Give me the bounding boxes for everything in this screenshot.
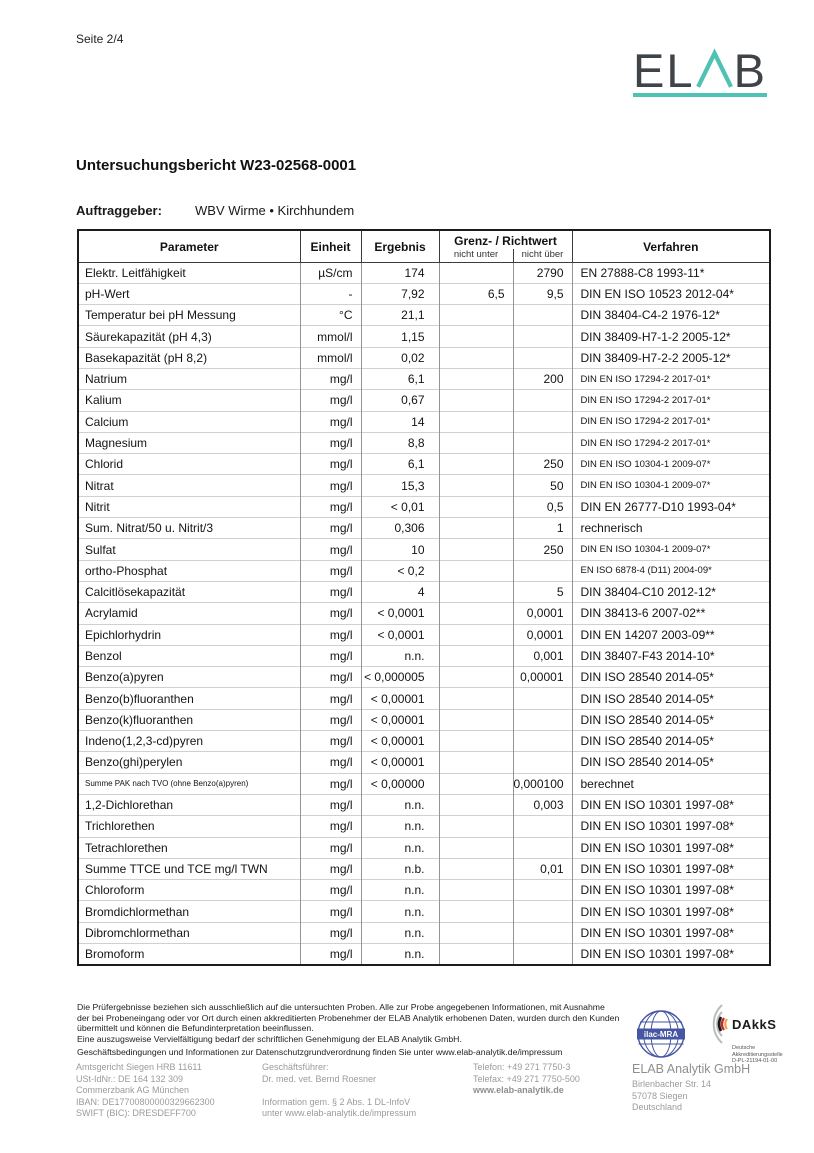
cell-verfahren: DIN ISO 28540 2014-05*	[572, 731, 770, 752]
cell-einheit: mg/l	[300, 731, 361, 752]
cell-verfahren: DIN EN ISO 10304-1 2009-07*	[572, 454, 770, 475]
cell-nicht-unter	[439, 880, 513, 901]
cell-parameter: Kalium	[78, 390, 300, 411]
cell-nicht-unter	[439, 326, 513, 347]
col-header-ergebnis: Ergebnis	[361, 230, 439, 262]
cell-einheit: -	[300, 283, 361, 304]
cell-ergebnis: < 0,000005	[361, 667, 439, 688]
cell-verfahren: DIN ISO 28540 2014-05*	[572, 667, 770, 688]
cell-verfahren: DIN EN ISO 10301 1997-08*	[572, 922, 770, 943]
cell-ergebnis: n.n.	[361, 922, 439, 943]
cell-ergebnis: < 0,01	[361, 496, 439, 517]
cell-nicht-unter	[439, 581, 513, 602]
cell-parameter: Sulfat	[78, 539, 300, 560]
cell-nicht-unter	[439, 390, 513, 411]
cell-einheit: mmol/l	[300, 347, 361, 368]
page-number: Seite 2/4	[76, 32, 124, 46]
cell-einheit: mg/l	[300, 603, 361, 624]
cell-nicht-ueber	[513, 688, 572, 709]
cell-parameter: Magnesium	[78, 432, 300, 453]
cell-parameter: Bromoform	[78, 944, 300, 965]
cell-nicht-unter	[439, 368, 513, 389]
cell-ergebnis: 174	[361, 262, 439, 283]
cell-verfahren: DIN EN ISO 10301 1997-08*	[572, 837, 770, 858]
cell-verfahren: DIN 38404-C10 2012-12*	[572, 581, 770, 602]
table-row	[78, 347, 770, 368]
cell-parameter: Natrium	[78, 368, 300, 389]
cell-einheit: mg/l	[300, 752, 361, 773]
client-row	[76, 203, 354, 218]
cell-verfahren: DIN EN ISO 17294-2 2017-01*	[572, 368, 770, 389]
cell-nicht-ueber: 0,0001	[513, 603, 572, 624]
cell-parameter: Chloroform	[78, 880, 300, 901]
cell-nicht-unter	[439, 752, 513, 773]
cell-nicht-ueber: 0,01	[513, 858, 572, 879]
table-row	[78, 624, 770, 645]
results-table	[77, 229, 771, 966]
cell-einheit: mg/l	[300, 432, 361, 453]
cell-parameter: Trichlorethen	[78, 816, 300, 837]
cell-verfahren: DIN EN ISO 10304-1 2009-07*	[572, 475, 770, 496]
cell-nicht-ueber: 250	[513, 454, 572, 475]
cell-parameter: Benzol	[78, 645, 300, 666]
cell-nicht-unter	[439, 794, 513, 815]
cell-nicht-unter	[439, 475, 513, 496]
table-row	[78, 283, 770, 304]
cell-nicht-ueber	[513, 731, 572, 752]
footer-company-name: ELAB Analytik GmbH	[632, 1062, 751, 1076]
cell-ergebnis: 21,1	[361, 305, 439, 326]
cell-einheit: mg/l	[300, 390, 361, 411]
cell-nicht-unter	[439, 411, 513, 432]
cell-einheit: mg/l	[300, 816, 361, 837]
cell-nicht-unter	[439, 539, 513, 560]
cell-einheit: mg/l	[300, 581, 361, 602]
cell-ergebnis: 6,1	[361, 368, 439, 389]
cell-nicht-unter	[439, 667, 513, 688]
cell-ergebnis: < 0,0001	[361, 624, 439, 645]
cell-nicht-unter	[439, 432, 513, 453]
disclaimer-text: Die Prüfergebnisse beziehen sich ausschließlich auf die untersuchten Proben. Alle zur Probe angegebenen Informationen, mit Ausnahme der bei Probeneingang oder vor Ort durch einen akkreditierten Probenehmer der ELAB Analytik erhobenen Daten, wurden durch den Kunden übermittelt und können die Befundinterpretation beeinflussen. Eine auszugsweise Vervielfältigung bedarf der schriftlichen Genehmigung der ELAB Analytik GmbH. Geschäftsbedingungen und Informationen zur Datenschutzgrundverordnung finden Sie unter www.elab-analytik.de/impressum	[77, 1002, 620, 1058]
footer-address-lines: Birlenbacher Str. 14 57078 Siegen Deutschland	[632, 1079, 712, 1112]
cell-parameter: Nitrat	[78, 475, 300, 496]
table-row	[78, 880, 770, 901]
cell-nicht-unter	[439, 922, 513, 943]
dakks-label: DAkkS	[732, 1016, 777, 1032]
cell-verfahren: DIN ISO 28540 2014-05*	[572, 752, 770, 773]
table-row	[78, 581, 770, 602]
cell-ergebnis: n.n.	[361, 880, 439, 901]
col-header-einheit: Einheit	[300, 230, 361, 262]
cell-verfahren: DIN 38404-C4-2 1976-12*	[572, 305, 770, 326]
cell-parameter: Chlorid	[78, 454, 300, 475]
client-value: WBV Wirme • Kirchhundem	[195, 203, 355, 218]
table-row	[78, 603, 770, 624]
col-header-parameter: Parameter	[78, 230, 300, 262]
cell-verfahren: DIN ISO 28540 2014-05*	[572, 688, 770, 709]
cell-nicht-unter	[439, 262, 513, 283]
col-subheader-nicht-ueber: nicht über	[513, 249, 572, 262]
cell-einheit: mg/l	[300, 368, 361, 389]
cell-parameter: Summe PAK nach TVO (ohne Benzo(a)pyren)	[78, 773, 300, 794]
cell-nicht-unter	[439, 603, 513, 624]
results-table-header	[78, 230, 770, 262]
cell-nicht-unter: 6,5	[439, 283, 513, 304]
cell-nicht-ueber	[513, 901, 572, 922]
table-row	[78, 922, 770, 943]
footer-address-block	[632, 1062, 750, 1114]
footer-contact-block	[473, 1062, 580, 1097]
cell-nicht-unter	[439, 454, 513, 475]
cell-einheit: mg/l	[300, 645, 361, 666]
cell-ergebnis: n.n.	[361, 794, 439, 815]
table-row	[78, 411, 770, 432]
cell-verfahren: DIN EN ISO 10301 1997-08*	[572, 858, 770, 879]
cell-parameter: Nitrit	[78, 496, 300, 517]
cell-nicht-unter	[439, 496, 513, 517]
cell-verfahren: DIN EN ISO 10301 1997-08*	[572, 816, 770, 837]
cell-einheit: mg/l	[300, 475, 361, 496]
cell-verfahren: DIN ISO 28540 2014-05*	[572, 709, 770, 730]
cell-ergebnis: n.n.	[361, 816, 439, 837]
cell-parameter: Calcium	[78, 411, 300, 432]
cell-nicht-ueber	[513, 411, 572, 432]
results-table-body	[78, 262, 770, 965]
cell-verfahren: DIN EN 26777-D10 1993-04*	[572, 496, 770, 517]
cell-nicht-ueber: 1	[513, 518, 572, 539]
ilac-mra-label: ilac-MRA	[643, 1030, 679, 1039]
cell-nicht-unter	[439, 518, 513, 539]
cell-verfahren: DIN EN ISO 10301 1997-08*	[572, 880, 770, 901]
cell-verfahren: rechnerisch	[572, 518, 770, 539]
cell-ergebnis: < 0,00001	[361, 688, 439, 709]
cell-nicht-unter	[439, 773, 513, 794]
cell-nicht-unter	[439, 709, 513, 730]
dakks-logo	[692, 1003, 783, 1065]
cell-parameter: Säurekapazität (pH 4,3)	[78, 326, 300, 347]
table-row	[78, 539, 770, 560]
table-row	[78, 560, 770, 581]
cell-ergebnis: 0,02	[361, 347, 439, 368]
cell-einheit: mmol/l	[300, 326, 361, 347]
table-row	[78, 518, 770, 539]
cell-parameter: Benzo(a)pyren	[78, 667, 300, 688]
cell-ergebnis: 15,3	[361, 475, 439, 496]
cell-verfahren: EN ISO 6878-4 (D11) 2004-09*	[572, 560, 770, 581]
cell-nicht-ueber	[513, 752, 572, 773]
cell-nicht-unter	[439, 944, 513, 965]
cell-parameter: Benzo(k)fluoranthen	[78, 709, 300, 730]
cell-nicht-ueber: 250	[513, 539, 572, 560]
cell-verfahren: DIN EN ISO 10301 1997-08*	[572, 944, 770, 965]
cell-ergebnis: n.b.	[361, 858, 439, 879]
footer-contact-lines: Telefon: +49 271 7750-3 Telefax: +49 271 7750-500	[473, 1062, 580, 1084]
dakks-subtext: Deutsche Akkreditierungsstelle D-PL-21194-01-00	[732, 1045, 783, 1065]
cell-ergebnis: < 0,2	[361, 560, 439, 581]
table-row	[78, 475, 770, 496]
cell-parameter: Dibromchlormethan	[78, 922, 300, 943]
table-row	[78, 709, 770, 730]
cell-nicht-unter	[439, 837, 513, 858]
footer-registry-block: Amtsgericht Siegen HRB 11611 USt-IdNr.: DE 164 132 309 Commerzbank AG München IBAN: DE17700800000329662300 SWIFT (BIC): DRESDEFF700	[76, 1062, 215, 1118]
cell-parameter: Acrylamid	[78, 603, 300, 624]
table-row	[78, 368, 770, 389]
cell-parameter: Benzo(ghi)perylen	[78, 752, 300, 773]
cell-parameter: Basekapazität (pH 8,2)	[78, 347, 300, 368]
elab-logo	[633, 44, 767, 97]
table-row	[78, 305, 770, 326]
cell-nicht-unter	[439, 624, 513, 645]
table-row	[78, 496, 770, 517]
cell-einheit: mg/l	[300, 560, 361, 581]
table-row	[78, 901, 770, 922]
cell-verfahren: DIN EN ISO 17294-2 2017-01*	[572, 390, 770, 411]
cell-nicht-unter	[439, 731, 513, 752]
cell-nicht-ueber	[513, 347, 572, 368]
accreditation-logos	[636, 1006, 801, 1065]
table-row	[78, 773, 770, 794]
table-row	[78, 752, 770, 773]
cell-ergebnis: < 0,0001	[361, 603, 439, 624]
cell-nicht-ueber: 2790	[513, 262, 572, 283]
table-row	[78, 688, 770, 709]
table-row	[78, 794, 770, 815]
cell-parameter: Summe TTCE und TCE mg/l TWN	[78, 858, 300, 879]
cell-nicht-unter	[439, 560, 513, 581]
cell-ergebnis: 7,92	[361, 283, 439, 304]
cell-nicht-ueber: 9,5	[513, 283, 572, 304]
cell-parameter: Epichlorhydrin	[78, 624, 300, 645]
cell-ergebnis: < 0,00001	[361, 709, 439, 730]
cell-nicht-unter	[439, 858, 513, 879]
cell-nicht-ueber: 0,000100	[513, 773, 572, 794]
cell-einheit: °C	[300, 305, 361, 326]
cell-nicht-unter	[439, 901, 513, 922]
cell-parameter: Calcitlösekapazität	[78, 581, 300, 602]
cell-ergebnis: n.n.	[361, 645, 439, 666]
cell-parameter: Benzo(b)fluoranthen	[78, 688, 300, 709]
cell-ergebnis: 14	[361, 411, 439, 432]
cell-nicht-ueber: 5	[513, 581, 572, 602]
cell-einheit: mg/l	[300, 496, 361, 517]
cell-einheit: mg/l	[300, 922, 361, 943]
cell-verfahren: DIN EN 14207 2003-09**	[572, 624, 770, 645]
cell-nicht-unter	[439, 305, 513, 326]
cell-parameter: Elektr. Leitfähigkeit	[78, 262, 300, 283]
cell-ergebnis: n.n.	[361, 901, 439, 922]
table-row	[78, 454, 770, 475]
cell-parameter: 1,2-Dichlorethan	[78, 794, 300, 815]
footer-management-block: Geschäftsführer: Dr. med. vet. Bernd Roesner Information gem. § 2 Abs. 1 DL-InfoV unter www.elab-analytik.de/impressum	[262, 1062, 417, 1118]
cell-ergebnis: 0,306	[361, 518, 439, 539]
cell-nicht-ueber: 0,5	[513, 496, 572, 517]
cell-ergebnis: < 0,00000	[361, 773, 439, 794]
cell-verfahren: DIN EN ISO 10301 1997-08*	[572, 901, 770, 922]
cell-parameter: Indeno(1,2,3-cd)pyren	[78, 731, 300, 752]
cell-nicht-ueber: 200	[513, 368, 572, 389]
cell-parameter: ortho-Phosphat	[78, 560, 300, 581]
cell-einheit: mg/l	[300, 773, 361, 794]
cell-nicht-ueber: 50	[513, 475, 572, 496]
cell-parameter: Temperatur bei pH Messung	[78, 305, 300, 326]
cell-nicht-ueber	[513, 326, 572, 347]
cell-einheit: mg/l	[300, 539, 361, 560]
cell-verfahren: DIN 38409-H7-1-2 2005-12*	[572, 326, 770, 347]
cell-nicht-ueber	[513, 709, 572, 730]
cell-einheit: mg/l	[300, 944, 361, 965]
col-header-grenzwert: Grenz- / Richtwert	[439, 230, 572, 249]
cell-nicht-ueber	[513, 880, 572, 901]
cell-nicht-ueber	[513, 944, 572, 965]
cell-verfahren: EN 27888-C8 1993-11*	[572, 262, 770, 283]
cell-ergebnis: 1,15	[361, 326, 439, 347]
cell-verfahren: DIN EN ISO 17294-2 2017-01*	[572, 432, 770, 453]
cell-ergebnis: 4	[361, 581, 439, 602]
cell-nicht-ueber	[513, 922, 572, 943]
cell-einheit: mg/l	[300, 709, 361, 730]
cell-einheit: mg/l	[300, 794, 361, 815]
cell-einheit: mg/l	[300, 837, 361, 858]
cell-nicht-unter	[439, 645, 513, 666]
cell-verfahren: berechnet	[572, 773, 770, 794]
table-row	[78, 858, 770, 879]
cell-parameter: Tetrachlorethen	[78, 837, 300, 858]
table-row	[78, 944, 770, 965]
cell-parameter: Bromdichlormethan	[78, 901, 300, 922]
cell-nicht-ueber	[513, 837, 572, 858]
col-subheader-nicht-unter: nicht unter	[439, 249, 513, 262]
table-row	[78, 667, 770, 688]
col-header-verfahren: Verfahren	[572, 230, 770, 262]
report-title: Untersuchungsbericht W23-02568-0001	[76, 157, 357, 174]
cell-verfahren: DIN EN ISO 10523 2012-04*	[572, 283, 770, 304]
table-row	[78, 432, 770, 453]
cell-einheit: mg/l	[300, 688, 361, 709]
cell-ergebnis: < 0,00001	[361, 752, 439, 773]
cell-nicht-ueber: 0,0001	[513, 624, 572, 645]
cell-verfahren: DIN 38413-6 2007-02**	[572, 603, 770, 624]
cell-ergebnis: 6,1	[361, 454, 439, 475]
cell-nicht-ueber: 0,001	[513, 645, 572, 666]
cell-nicht-ueber	[513, 560, 572, 581]
cell-verfahren: DIN EN ISO 10304-1 2009-07*	[572, 539, 770, 560]
cell-nicht-ueber: 0,00001	[513, 667, 572, 688]
logo-text-el: EL	[633, 44, 695, 97]
table-row	[78, 326, 770, 347]
cell-nicht-ueber	[513, 816, 572, 837]
cell-parameter: pH-Wert	[78, 283, 300, 304]
table-row	[78, 731, 770, 752]
cell-einheit: mg/l	[300, 624, 361, 645]
cell-verfahren: DIN 38409-H7-2-2 2005-12*	[572, 347, 770, 368]
cell-einheit: µS/cm	[300, 262, 361, 283]
ilac-mra-logo-icon	[636, 1009, 686, 1059]
cell-nicht-ueber	[513, 305, 572, 326]
cell-ergebnis: < 0,00001	[361, 731, 439, 752]
client-label: Auftraggeber:	[76, 203, 162, 218]
cell-nicht-unter	[439, 347, 513, 368]
cell-nicht-ueber	[513, 432, 572, 453]
cell-verfahren: DIN EN ISO 10301 1997-08*	[572, 794, 770, 815]
table-row	[78, 645, 770, 666]
cell-nicht-unter	[439, 688, 513, 709]
cell-ergebnis: n.n.	[361, 944, 439, 965]
cell-verfahren: DIN EN ISO 17294-2 2017-01*	[572, 411, 770, 432]
cell-einheit: mg/l	[300, 518, 361, 539]
footer-website: www.elab-analytik.de	[473, 1085, 564, 1095]
table-row	[78, 262, 770, 283]
cell-ergebnis: n.n.	[361, 837, 439, 858]
cell-einheit: mg/l	[300, 411, 361, 432]
cell-einheit: mg/l	[300, 858, 361, 879]
table-row	[78, 390, 770, 411]
cell-einheit: mg/l	[300, 901, 361, 922]
cell-ergebnis: 0,67	[361, 390, 439, 411]
cell-nicht-unter	[439, 816, 513, 837]
logo-caret-a-icon	[696, 44, 733, 94]
cell-nicht-ueber	[513, 390, 572, 411]
cell-ergebnis: 8,8	[361, 432, 439, 453]
dakks-arcs-icon	[692, 1003, 730, 1045]
table-row	[78, 837, 770, 858]
cell-parameter: Sum. Nitrat/50 u. Nitrit/3	[78, 518, 300, 539]
cell-einheit: mg/l	[300, 667, 361, 688]
table-row	[78, 816, 770, 837]
cell-verfahren: DIN 38407-F43 2014-10*	[572, 645, 770, 666]
logo-text-b: B	[733, 44, 767, 97]
cell-einheit: mg/l	[300, 454, 361, 475]
cell-ergebnis: 10	[361, 539, 439, 560]
cell-nicht-ueber: 0,003	[513, 794, 572, 815]
cell-einheit: mg/l	[300, 880, 361, 901]
